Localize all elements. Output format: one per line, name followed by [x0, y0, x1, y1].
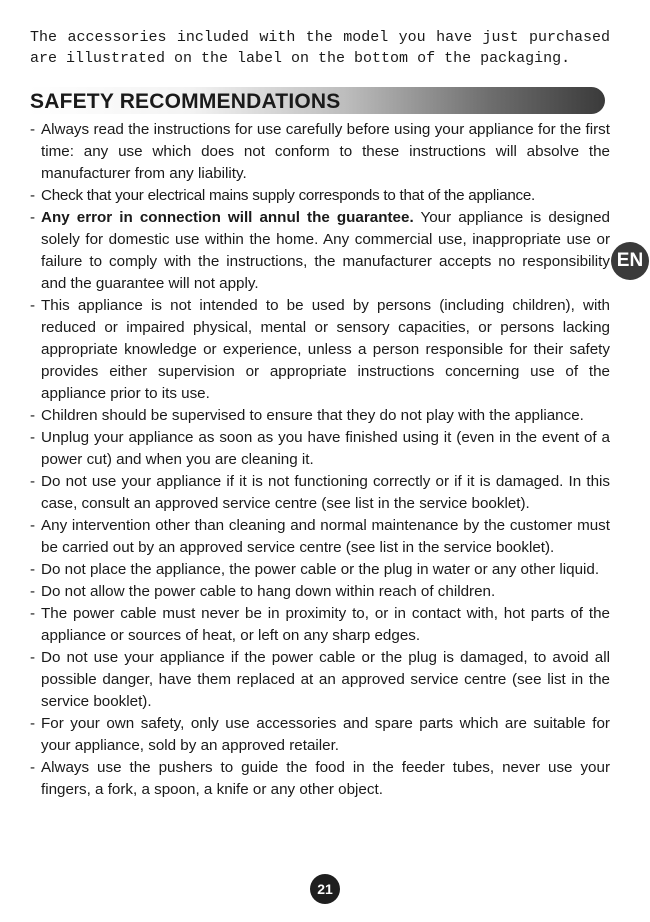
- list-item: [30, 559, 610, 581]
- list-item: [30, 185, 610, 207]
- list-item: [30, 603, 610, 647]
- list-item: [30, 581, 610, 603]
- item-text: Check that your electrical mains supply corresponds to that of the appliance.: [41, 187, 536, 204]
- language-badge: EN: [611, 242, 649, 280]
- list-item: [30, 119, 610, 185]
- item-text: Do not use your appliance if the power cable or the plug is damaged, to avoid all possible danger, have them replaced at an approved service centre (see list in the service booklet).: [41, 649, 610, 710]
- section-title: SAFETY RECOMMENDATIONS: [30, 90, 341, 113]
- item-text: Do not use your appliance if it is not functioning correctly or if it is damaged. In this case, consult an approved service centre (see list in the service booklet).: [41, 473, 610, 512]
- list-item: [30, 471, 610, 515]
- item-text: Children should be supervised to ensure that they do not play with the appliance.: [41, 407, 584, 424]
- intro-paragraph: The accessories included with the model you have just purchased are illustrated on the label on the bottom of the packaging.: [30, 29, 610, 67]
- list-item: [30, 427, 610, 471]
- item-text: Your appliance is designed solely for domestic use within the home. Any commercial use, inappropriate use or failure to comply with the instructions, the manufacturer accepts no responsibility and the guarantee will not apply.: [41, 209, 610, 292]
- item-bold-text: Any error in connection will annul the guarantee.: [41, 209, 414, 226]
- list-item: [30, 713, 610, 757]
- page-number: 21: [310, 874, 340, 904]
- item-text: For your own safety, only use accessories and spare parts which are suitable for your appliance, sold by an approved retailer.: [41, 715, 610, 754]
- item-text: Always read the instructions for use carefully before using your appliance for the first time: any use which does not conform to these instructions will absolve the manufacturer from any liability.: [41, 121, 610, 182]
- list-item: [30, 207, 610, 295]
- item-text: Always use the pushers to guide the food in the feeder tubes, never use your fingers, a fork, a spoon, a knife or any other object.: [41, 759, 610, 798]
- list-item: [30, 515, 610, 559]
- safety-recommendations-list: [30, 119, 610, 801]
- list-item: [30, 757, 610, 801]
- item-text: This appliance is not intended to be used by persons (including children), with reduced or impaired physical, mental or sensory capacities, or persons lacking appropriate knowledge or experience, unless a person responsible for their safety provides either supervision or appropriate instructions concerning use of the appliance prior to its use.: [41, 297, 610, 402]
- item-text: Do not allow the power cable to hang down within reach of children.: [41, 583, 496, 600]
- item-text: The power cable must never be in proximity to, or in contact with, hot parts of the appliance or sources of heat, or left on any sharp edges.: [41, 605, 610, 644]
- item-text: Unplug your appliance as soon as you have finished using it (even in the event of a power cut) and when you are cleaning it.: [41, 429, 610, 468]
- list-item: [30, 647, 610, 713]
- list-item: [30, 405, 610, 427]
- item-text: Do not place the appliance, the power cable or the plug in water or any other liquid.: [41, 561, 600, 578]
- item-text: Any intervention other than cleaning and normal maintenance by the customer must be carried out by an approved service centre (see list in the service booklet).: [41, 517, 610, 556]
- list-item: [30, 295, 610, 405]
